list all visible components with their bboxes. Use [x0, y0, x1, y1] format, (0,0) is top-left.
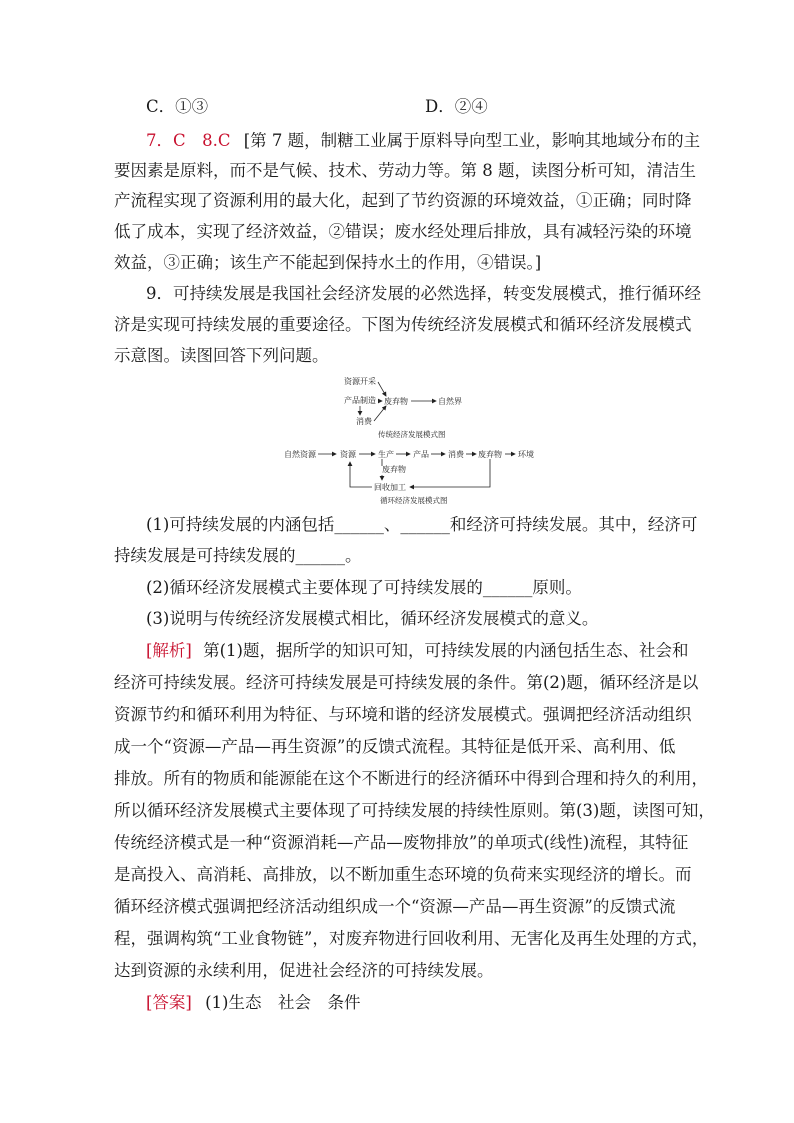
circular-node-environment: 环境	[518, 450, 534, 459]
circular-node-waste: 废弃物	[478, 450, 502, 459]
answer-7-8-label: 7．C 8.C	[146, 131, 231, 150]
answer-7-8-text: [第 7 题，制糖工业属于原料导向型工业，影响其地域分布的主	[243, 131, 701, 150]
analysis-line: 资源节约和循环利用为特征、与环境和谐的经济发展模式。强调把经济活动组织	[114, 705, 692, 724]
answer-7-8-line: 低了成本，实现了经济效益，②错误；废水经处理后排放，具有减轻污染的环境	[114, 222, 692, 241]
question-9-sub2: (2)循环经济发展模式主要体现了可持续发展的______原则。	[146, 578, 582, 597]
answer-label: [答案]	[146, 993, 192, 1012]
question-9-line: 济是实现可持续发展的重要途径。下图为传统经济发展模式和循环经济发展模式	[114, 315, 692, 334]
circular-node-resources: 资源	[340, 450, 356, 459]
answer-7-8-line: 效益，③正确；该生产不能起到保持水土的作用，④错误。]	[114, 253, 542, 272]
analysis-line: 达到资源的永续利用，促进社会经济的可持续发展。	[114, 961, 494, 980]
arrow-line	[350, 462, 372, 487]
analysis-line: 所以循环经济发展模式主要体现了可持续发展的持续性原则。第(3)题，读图可知，	[114, 801, 715, 820]
economic-model-diagram	[278, 370, 548, 510]
question-9-sub3: (3)说明与传统经济发展模式相比，循环经济发展模式的意义。	[146, 609, 599, 628]
analysis-line: 是高投入、高消耗、高排放，以不断加重生态环境的负荷来实现经济的增长。而	[114, 865, 692, 884]
answer-line	[146, 992, 680, 1014]
circular-node-natural-resources: 自然资源	[284, 450, 316, 459]
question-9-line: 示意图。读图回答下列问题。	[114, 346, 329, 365]
circular-node-recycling: 回收加工	[374, 483, 406, 492]
analysis-line: 程，强调构筑“工业食物链”，对废弃物进行回收利用、无害化及再生处理的方式，	[114, 929, 709, 948]
answer-7-8-line: 要因素是原料，而不是气候、技术、劳动力等。第 8 题，读图分析可知，清洁生	[114, 161, 696, 180]
question-9-sub1: (1)可持续发展的内涵包括______、______和经济可持续发展。其中，经济可	[146, 515, 698, 534]
option-d: D．②④	[425, 97, 488, 116]
analysis-text: 第(1)题，据所学的知识可知，可持续发展的内涵包括生态、社会和	[203, 641, 689, 660]
analysis-line: 传统经济模式是一种“资源消耗—产品—废物排放”的单项式(线性)流程，其特征	[114, 833, 689, 852]
analysis-line: 循环经济模式强调把经济活动组织成一个“资源—产品—再生资源”的反馈式流	[114, 897, 676, 916]
circular-node-product: 产品	[413, 450, 429, 459]
question-9-sub1-cont: 持续发展是可持续发展的______。	[114, 546, 362, 565]
analysis-label: [解析]	[146, 641, 192, 660]
circular-caption: 循环经济发展模式图	[380, 496, 448, 505]
traditional-node-waste: 废弃物	[384, 397, 408, 406]
traditional-node-resource-extraction: 资源开采	[344, 377, 376, 386]
arrow-line	[378, 382, 386, 396]
traditional-caption: 传统经济发展模式图	[378, 430, 446, 439]
arrow-line	[410, 459, 490, 487]
analysis-line: 成一个“资源—产品—再生资源”的反馈式流程。其特征是低开采、高利用、低	[114, 737, 676, 756]
arrow-line	[374, 406, 386, 421]
answer-7-8-first-line	[146, 130, 701, 152]
traditional-node-manufacturing: 产品制造	[344, 396, 376, 405]
analysis-line: 排放。所有的物质和能源能在这个不断进行的经济循环中得到合理和持久的利用，	[114, 769, 708, 788]
traditional-node-nature: 自然界	[438, 397, 462, 406]
circular-node-production: 生产	[378, 450, 394, 459]
option-c: C．①③	[146, 97, 209, 116]
analysis-line: 经济可持续发展。经济可持续发展是可持续发展的条件。第(2)题，循环经济是以	[114, 673, 699, 692]
traditional-node-consumption: 消费	[356, 417, 372, 426]
circular-node-production-waste: 废弃物	[382, 465, 406, 474]
analysis-first-line	[146, 640, 689, 662]
answer-text: (1)生态 社会 条件	[205, 993, 361, 1012]
answer-7-8-line: 产流程实现了资源利用的最大化，起到了节约资源的环境效益，①正确；同时降	[114, 191, 692, 210]
question-9-line: 9．可持续发展是我国社会经济发展的必然选择，转变发展模式，推行循环经	[146, 284, 701, 303]
circular-node-consumption: 消费	[448, 450, 464, 459]
